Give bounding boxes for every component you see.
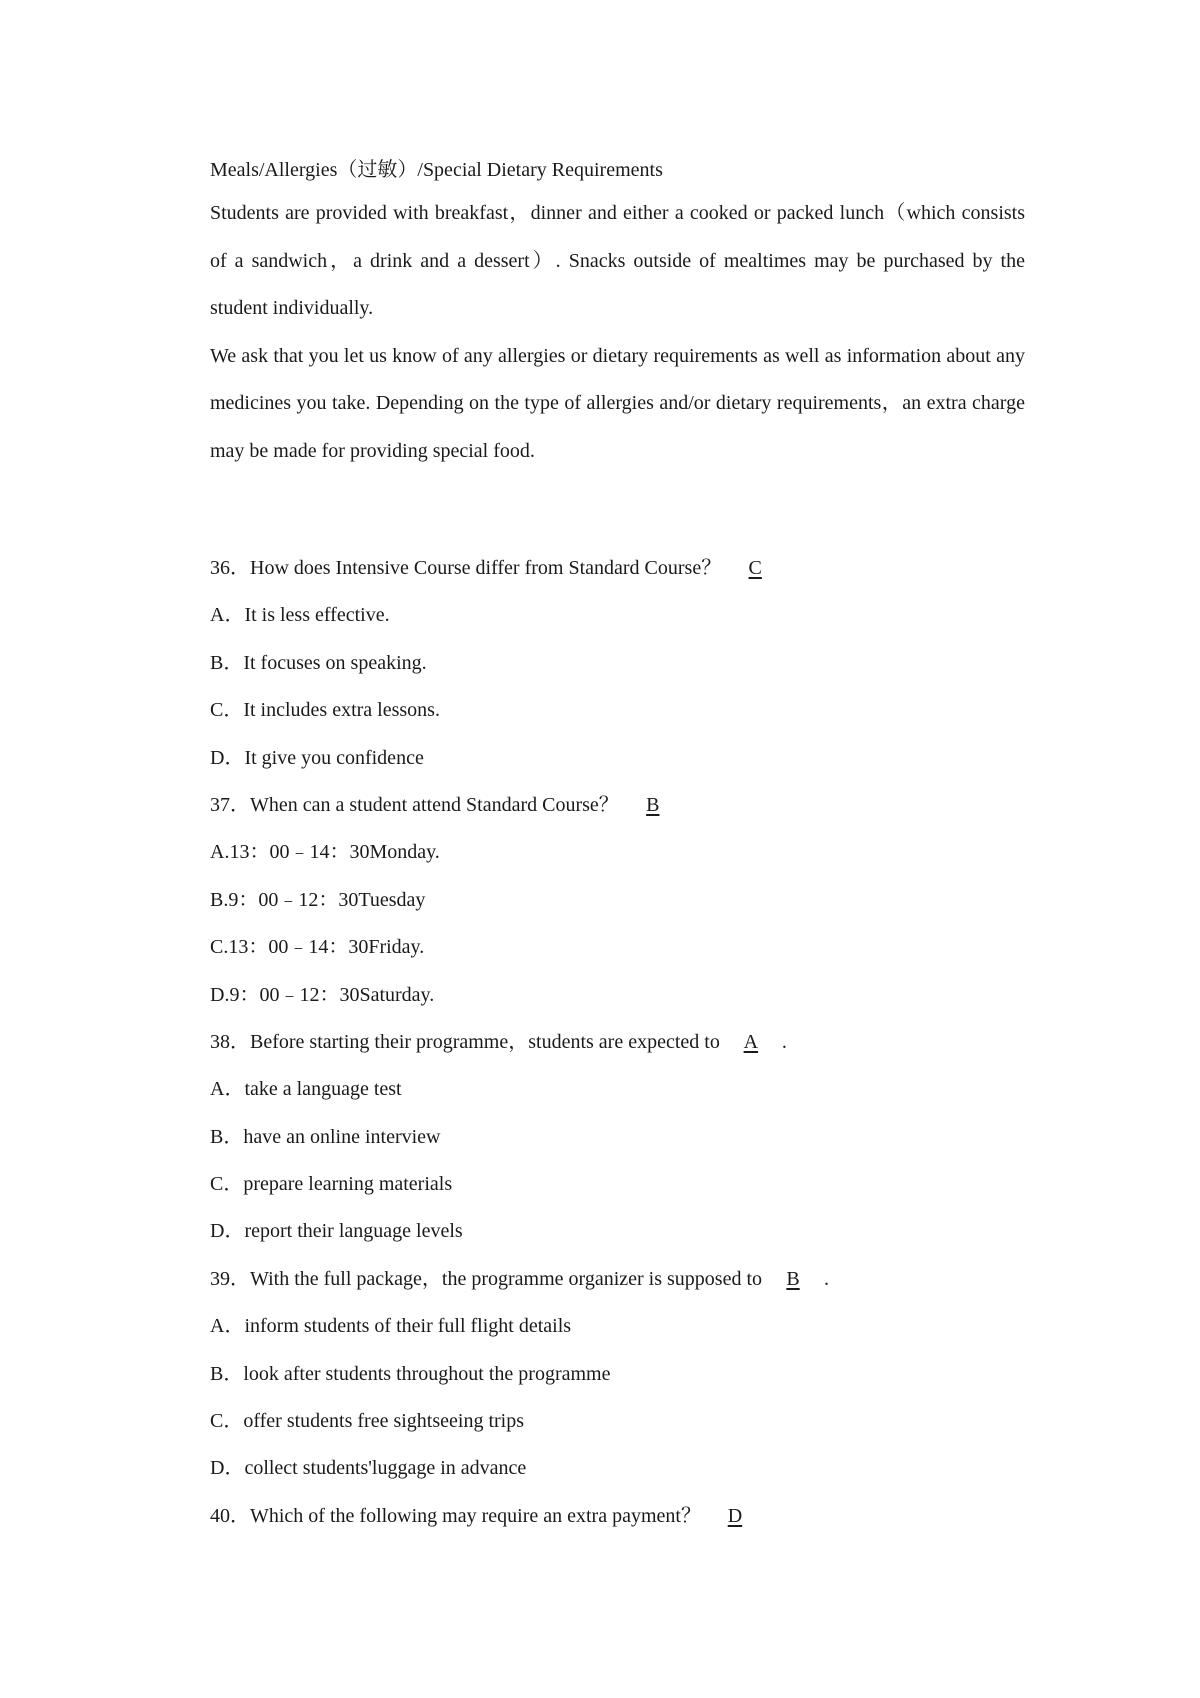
option-37-c: C.13：00﹣14：30Friday.	[210, 936, 425, 959]
section-heading: Meals/Allergies（过敏）/Special Dietary Requirements	[210, 159, 663, 181]
question-stem: Before starting their programme，students are expected to	[250, 1030, 720, 1053]
option-38-a: A．take a language test	[210, 1078, 402, 1101]
document-page	[210, 150, 1025, 1540]
question-stem: When can a student attend Standard Course？	[250, 793, 619, 816]
answer-blank: D	[727, 1504, 743, 1527]
allergies-paragraph: We ask that you let us know of any allergies or dietary requirements as well as information about any medicines you take. Depending on the type of allergies and/or dietary requirements，an extra charge may be made for providing special food.	[210, 344, 1025, 462]
option-39-a: A．inform students of their full flight details	[210, 1315, 572, 1338]
option-36-b: B．It focuses on speaking.	[210, 651, 427, 674]
answer-blank: C	[748, 557, 762, 579]
answer-blank: A	[743, 1030, 759, 1053]
question-number: 37．	[210, 793, 250, 816]
meals-paragraph: Students are provided with breakfast，dinner and either a cooked or packed lunch（which consists of a sandwich，a drink and a dessert）. Snacks outside of mealtimes may be purchased by the student individually.	[210, 202, 1025, 319]
question-number: 39．	[210, 1267, 250, 1290]
question-37	[210, 782, 1025, 829]
option-37-b: B.9：00﹣12：30Tuesday	[210, 888, 426, 911]
option-39-b: B．look after students throughout the programme	[210, 1362, 611, 1385]
question-40	[210, 1493, 1025, 1540]
question-number: 38．	[210, 1030, 250, 1053]
question-number: 36．	[210, 557, 250, 579]
option-37-d: D.9：00﹣12：30Saturday.	[210, 983, 435, 1006]
question-39	[210, 1256, 1025, 1303]
question-suffix: .	[781, 1030, 787, 1053]
question-stem: With the full package，the programme organizer is supposed to	[250, 1267, 763, 1290]
option-38-b: B．have an online interview	[210, 1125, 441, 1148]
question-suffix: .	[824, 1267, 830, 1290]
option-39-c: C．offer students free sightseeing trips	[210, 1410, 525, 1433]
option-38-c: C．prepare learning materials	[210, 1173, 453, 1196]
question-36	[210, 545, 1025, 592]
answer-blank: B	[646, 793, 660, 816]
option-36-c: C．It includes extra lessons.	[210, 699, 440, 722]
question-number: 40．	[210, 1504, 250, 1527]
option-36-a: A．It is less effective.	[210, 604, 390, 627]
option-39-d: D．collect students'luggage in advance	[210, 1457, 527, 1480]
section-spacer	[210, 475, 1025, 545]
option-38-d: D．report their language levels	[210, 1220, 463, 1243]
option-37-a: A.13：00﹣14：30Monday.	[210, 841, 440, 864]
question-38	[210, 1019, 1025, 1066]
question-stem: How does Intensive Course differ from Standard Course？	[250, 557, 722, 579]
option-36-d: D．It give you confidence	[210, 746, 424, 769]
question-stem: Which of the following may require an extra payment？	[250, 1504, 701, 1527]
answer-blank: B	[786, 1267, 800, 1290]
